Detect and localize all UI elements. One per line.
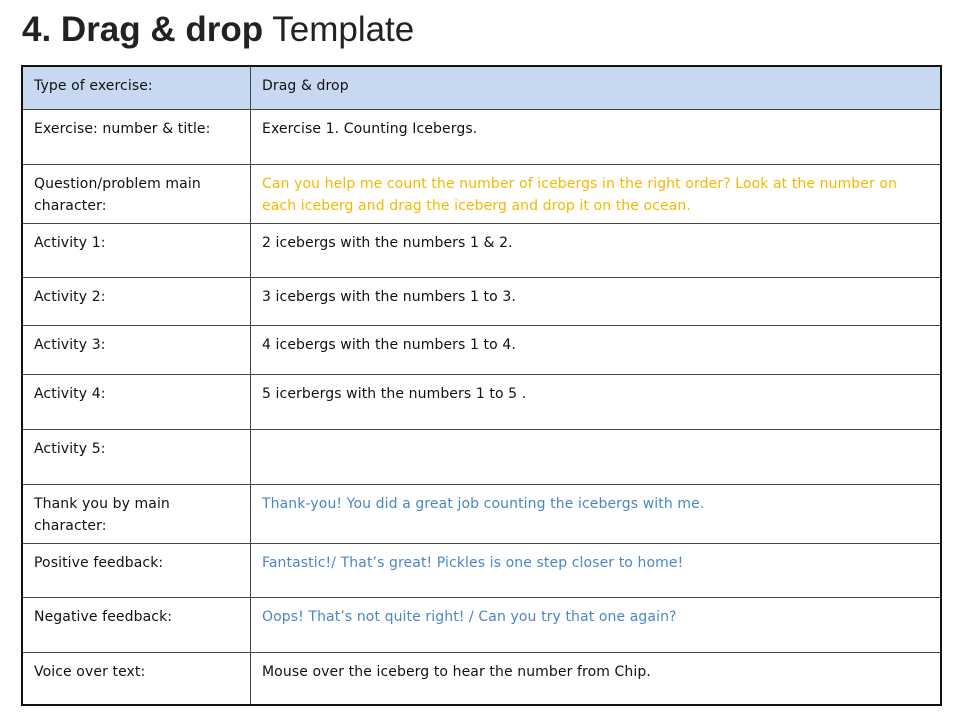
template-table xyxy=(21,65,942,706)
row-label: Positive feedback: xyxy=(22,543,251,597)
row-value: Exercise 1. Counting Icebergs. xyxy=(251,109,942,164)
table-row-exercise-title xyxy=(22,109,941,164)
row-label: Activity 3: xyxy=(22,325,251,374)
row-label: Thank you by main character: xyxy=(22,484,251,543)
table-row-type-of-exercise xyxy=(22,66,941,109)
row-value: Mouse over the iceberg to hear the number from Chip. xyxy=(251,652,942,705)
row-value: Thank-you! You did a great job counting the icebergs with me. xyxy=(251,484,942,543)
table-row-positive-feedback xyxy=(22,543,941,597)
page-title xyxy=(22,6,414,54)
row-label: Activity 5: xyxy=(22,429,251,484)
row-value xyxy=(251,429,942,484)
row-label: Type of exercise: xyxy=(22,66,251,109)
row-value: 3 icebergs with the numbers 1 to 3. xyxy=(251,277,942,325)
title-regular-part: Template xyxy=(272,10,415,49)
table-row-activity-2 xyxy=(22,277,941,325)
table-row-question xyxy=(22,164,941,223)
table-row-activity-4 xyxy=(22,374,941,429)
table-row-activity-5 xyxy=(22,429,941,484)
row-label: Question/problem main character: xyxy=(22,164,251,223)
row-value: Oops! That’s not quite right! / Can you try that one again? xyxy=(251,597,942,652)
table-row-voice-over xyxy=(22,652,941,705)
row-label: Activity 1: xyxy=(22,223,251,277)
table-row-activity-1 xyxy=(22,223,941,277)
table-row-negative-feedback xyxy=(22,597,941,652)
table-row-thank-you xyxy=(22,484,941,543)
row-value: 5 icerbergs with the numbers 1 to 5 . xyxy=(251,374,942,429)
table-row-activity-3 xyxy=(22,325,941,374)
row-value: 4 icebergs with the numbers 1 to 4. xyxy=(251,325,942,374)
row-value: 2 icebergs with the numbers 1 & 2. xyxy=(251,223,942,277)
row-value: Can you help me count the number of icebergs in the right order? Look at the number on each iceberg and drag the iceberg and drop it on the ocean. xyxy=(251,164,942,223)
title-bold-part: 4. Drag & drop xyxy=(22,10,264,49)
row-label: Activity 2: xyxy=(22,277,251,325)
row-label: Negative feedback: xyxy=(22,597,251,652)
row-value: Fantastic!/ That’s great! Pickles is one step closer to home! xyxy=(251,543,942,597)
row-label: Exercise: number & title: xyxy=(22,109,251,164)
row-value: Drag & drop xyxy=(251,66,942,109)
row-label: Voice over text: xyxy=(22,652,251,705)
row-label: Activity 4: xyxy=(22,374,251,429)
